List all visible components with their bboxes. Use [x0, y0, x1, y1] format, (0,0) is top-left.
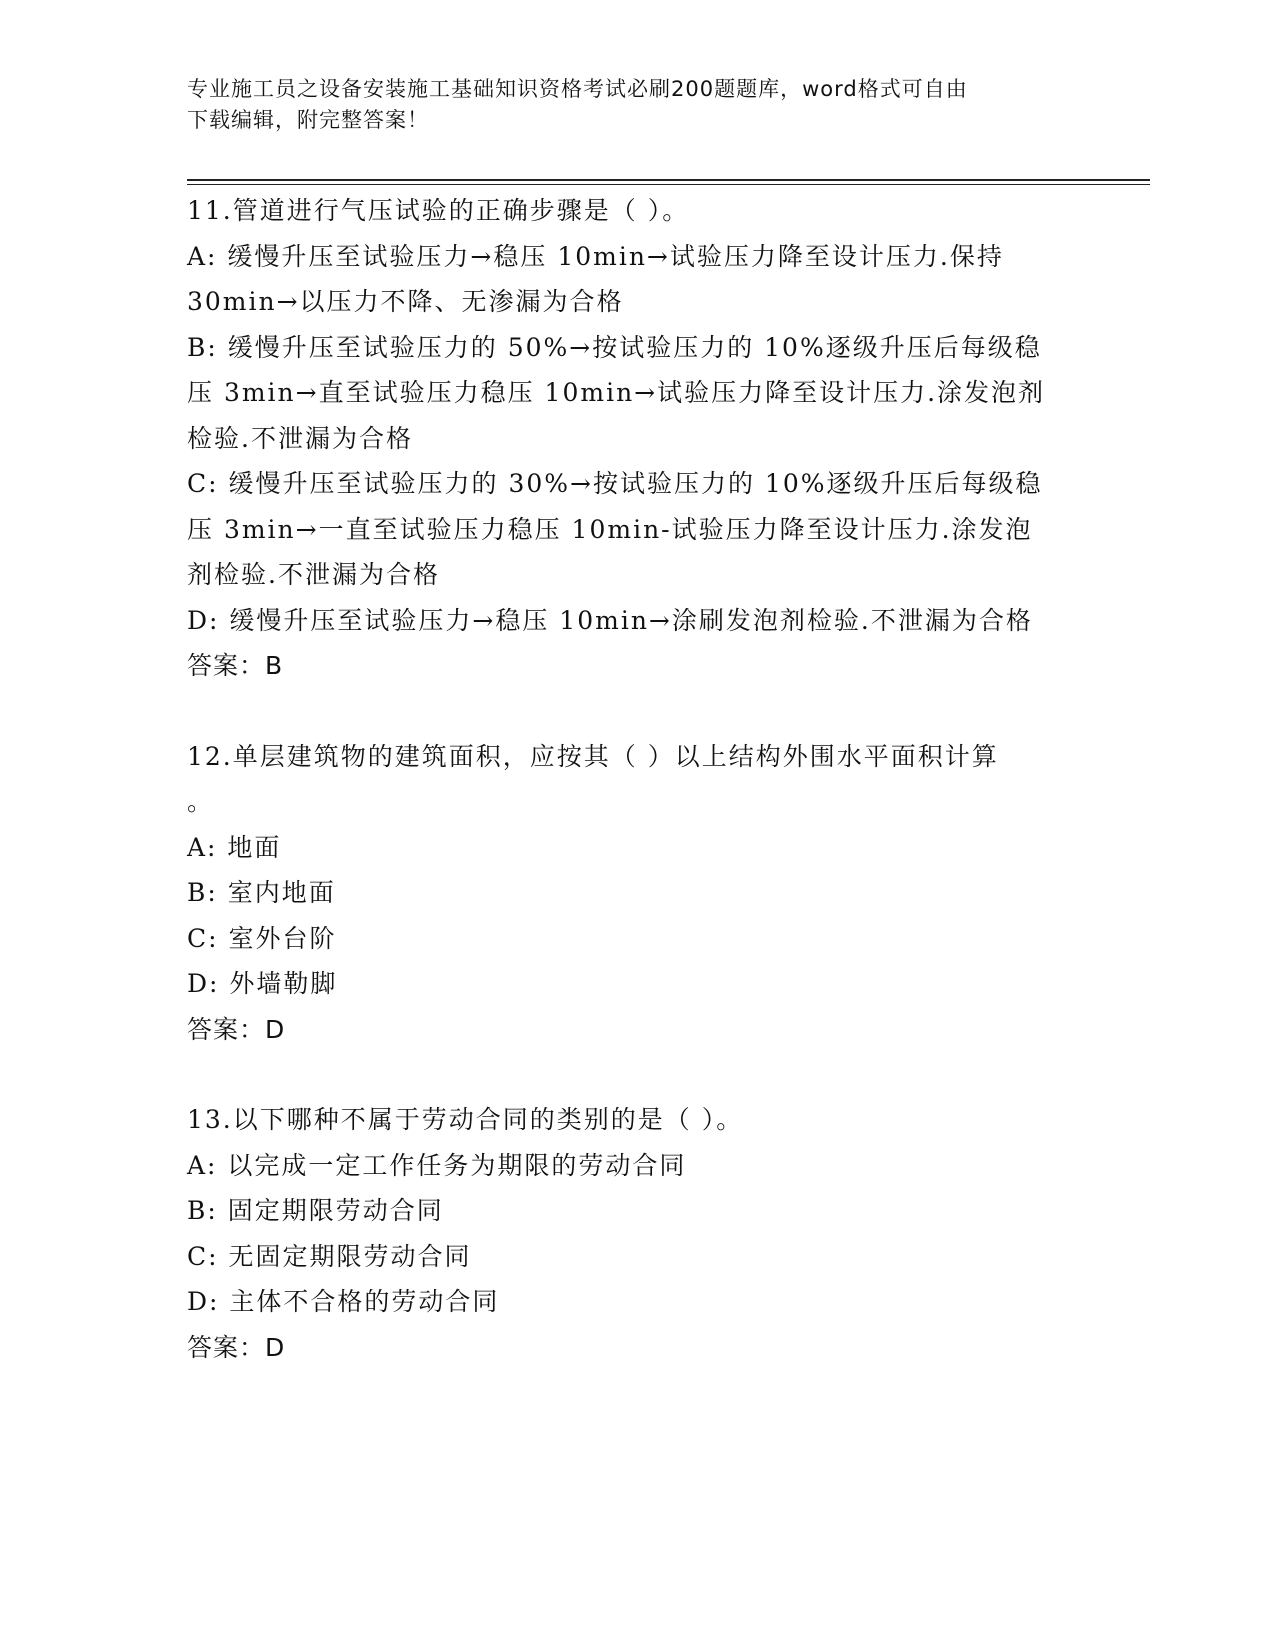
option-b: B: 固定期限劳动合同: [187, 1196, 444, 1225]
option-d: D: 缓慢升压至试验压力→稳压 10min→涂刷发泡剂检验.不泄漏为合格: [187, 605, 1033, 635]
option-c: C: 无固定期限劳动合同: [187, 1241, 472, 1271]
answer-label: 答案：D: [187, 1014, 286, 1044]
question-stem: 12.单层建筑物的建筑面积，应按其（ ）以上结构外围水平面积计算: [187, 741, 999, 771]
header-line-1: 专业施工员之设备安装施工基础知识资格考试必刷200题题库，word格式可自由: [187, 77, 968, 101]
answer-label: 答案：D: [187, 1332, 286, 1362]
question-13: [187, 1097, 1087, 1370]
document-header: [187, 74, 1067, 136]
option-a-cont: 30min→以压力不降、无渗漏为合格: [187, 287, 624, 316]
option-d: D: 主体不合格的劳动合同: [187, 1287, 500, 1316]
option-a: A: 缓慢升压至试验压力→稳压 10min→试验压力降至设计压力.保持: [187, 241, 1004, 271]
question-stem: 13.以下哪种不属于劳动合同的类别的是（ ）。: [187, 1105, 744, 1134]
option-b: B: 室内地面: [187, 878, 336, 907]
question-stem: 11.管道进行气压试验的正确步骤是（ ）。: [187, 196, 690, 225]
option-c: C: 缓慢升压至试验压力的 30%→按试验压力的 10%逐级升压后每级稳: [187, 469, 1043, 498]
question-11: [187, 188, 1087, 689]
option-a: A: 以完成一定工作任务为期限的劳动合同: [187, 1150, 687, 1180]
option-c-cont: 剂检验.不泄漏为合格: [187, 560, 440, 589]
option-c: C: 室外台阶: [187, 923, 337, 953]
option-a: A: 地面: [187, 832, 282, 862]
header-divider-thin: [187, 184, 1150, 185]
question-list: [187, 188, 1087, 1370]
question-12: [187, 734, 1087, 1053]
option-b-cont: 检验.不泄漏为合格: [187, 423, 413, 453]
option-d: D: 外墙勒脚: [187, 969, 338, 998]
question-stem-cont: 。: [187, 787, 215, 816]
answer-label: 答案：B: [187, 651, 284, 680]
header-line-2: 下载编辑，附完整答案！: [187, 108, 429, 132]
option-c-cont: 压 3min→一直至试验压力稳压 10min-试验压力降至设计压力.涂发泡: [187, 514, 1033, 544]
header-divider-thick: [187, 179, 1150, 181]
option-b: B: 缓慢升压至试验压力的 50%→按试验压力的 10%逐级升压后每级稳: [187, 332, 1042, 362]
option-b-cont: 压 3min→直至试验压力稳压 10min→试验压力降至设计压力.涂发泡剂: [187, 378, 1046, 407]
